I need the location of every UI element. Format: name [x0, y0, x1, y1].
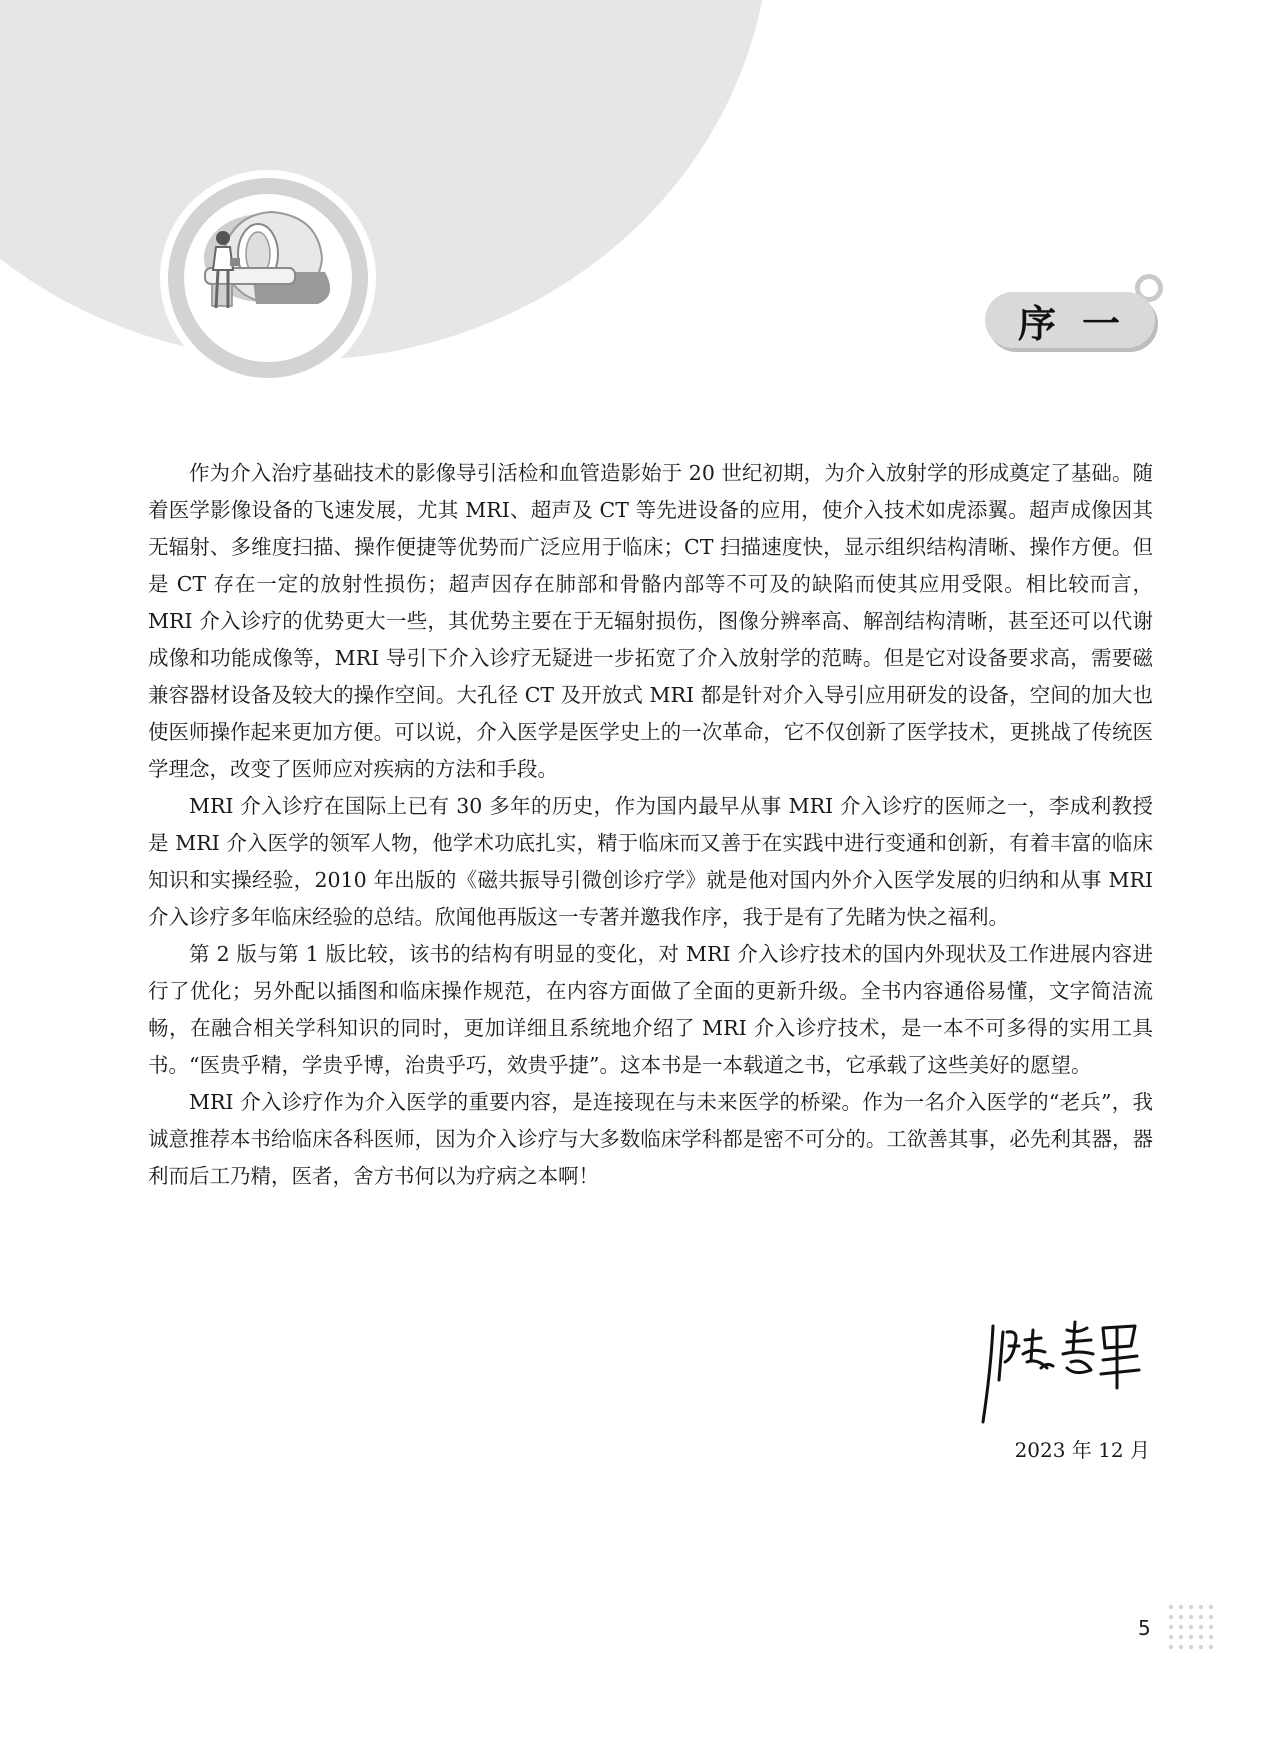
paragraph: 作为介入治疗基础技术的影像导引活检和血管造影始于 20 世纪初期，为介入放射学的形成奠定了基础。随着医学影像设备的飞速发展，尤其 MRI、超声及 CT 等先进设备的应用，使介入技术如虎添翼。超声成像因其无辐射、多维度扫描、操作便捷等优势而广泛应用于临床；CT 扫描速度快，显示组织结构清晰、操作方便。但是 CT 存在一定的放射性损伤；超声因存在肺部和骨骼内部等不可及的缺陷而使其应用受限。相比较而言，MRI 介入诊疗的优势更大一些，其优势主要在于无辐射损伤，图像分辨率高、解剖结构清晰，甚至还可以代谢成像和功能成像等，MRI 导引下介入诊疗无疑进一步拓宽了介入放射学的范畴。但是它对设备要求高，需要磁兼容器材设备及较大的操作空间。大孔径 CT 及开放式 MRI 都是针对介入导引应用研发的设备，空间的加大也使医师操作起来更加方便。可以说，介入医学是医学史上的一次革命，它不仅创新了医学技术，更挑战了传统医学理念，改变了医师应对疾病的方法和手段。 — [148, 461, 1153, 781]
paragraph: 第 2 版与第 1 版比较，该书的结构有明显的变化，对 MRI 介入诊疗技术的国内外现状及工作进展内容进行了优化；另外配以插图和临床操作规范，在内容方面做了全面的更新升级。全书内容通俗易懂，文字简洁流畅，在融合相关学科知识的同时，更加详细且系统地介绍了 MRI 介入诊疗技术，是一本不可多得的实用工具书。“医贵乎精，学贵乎博，治贵乎巧，效贵乎捷”。这本书是一本载道之书，它承载了这些美好的愿望。 — [148, 942, 1153, 1077]
date: 2023 年 12 月 — [1014, 1438, 1150, 1462]
dot-grid-decoration — [1168, 1604, 1222, 1652]
handwritten-signature — [975, 1318, 1145, 1428]
header-decoration — [0, 0, 1280, 420]
chapter-title: 序一 — [985, 292, 1155, 348]
page-number: 5 — [1138, 1616, 1151, 1640]
body-text — [148, 455, 1153, 1195]
paragraph: MRI 介入诊疗在国际上已有 30 多年的历史，作为国内最早从事 MRI 介入诊疗的医师之一，李成利教授是 MRI 介入医学的领军人物，他学术功底扎实，精于临床而又善于在实践中进行变通和创新，有着丰富的临床知识和实操经验，2010 年出版的《磁共振导引微创诊疗学》就是他对国内外介入医学发展的归纳和从事 MRI 介入诊疗多年临床经验的总结。欣闻他再版这一专著并邀我作序，我于是有了先睹为快之福利。 — [148, 794, 1153, 929]
paragraph: MRI 介入诊疗作为介入医学的重要内容，是连接现在与未来医学的桥梁。作为一名介入医学的“老兵”，我诚意推荐本书给临床各科医师，因为介入诊疗与大多数临床学科都是密不可分的。工欲善其事，必先利其器，器利而后工乃精，医者，舍方书何以为疗病之本啊！ — [148, 1090, 1153, 1188]
